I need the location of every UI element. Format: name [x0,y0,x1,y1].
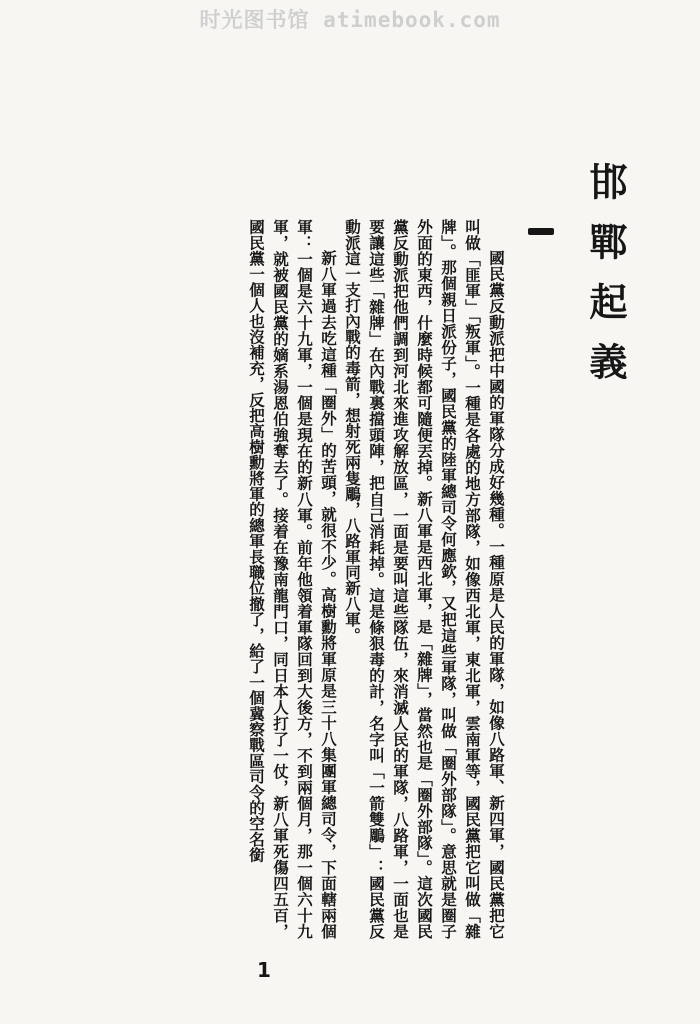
chapter-number-text [528,228,529,229]
site-watermark: 时光图书馆 atimebook.com [199,8,501,32]
paragraph-1: 國民黨反動派把中國的軍隊分成好幾種。一種原是人民的軍隊，如像八路軍、新四軍，國民黨把它叫做「匪軍」「叛軍」。一種是各處的地方部隊，如像西北軍，東北軍，雲南軍等，國民黨把它叫做「雜牌」。那個親日派份子，國民黨的陸軍總司令何應欽，又把這些軍隊，叫做「圈外部隊」。意思就是圈子外面的東西，什麼時候都可隨便丟掉。新八軍是西北軍，是「雜牌」，當然也是「圈外部隊」。這次國民黨反動派把他們調到河北來進攻解放區，一面是要叫這些隊伍，來消滅人民的軍隊，八路軍，一面也是要讓這些「雜牌」在內戰裏擋頭陣，把自己消耗掉。這是條狠毒的計，名字叫「一箭雙鵰」：國民黨反動派這一支打內戰的毒箭，想射死兩隻鵰，八路軍同新八軍。 [343,219,506,939]
page-number: 1 [257,958,271,982]
paragraph-2: 新八軍過去吃這種「圈外」的苦頭，就很不少。高樹勳將軍原是三十八集團軍總司令，下面轄兩個軍：一個是六十九軍，一個是現在的新八軍。前年他領着軍隊回到大後方，不到兩個月，那一個六十九軍，就被國民黨的嫡系湯恩伯強奪去了。接着在豫南龍門口，同日本人打了一仗，新八軍死傷四五百，國民黨一個人也沒補充，反把高樹勳將軍的總軍長職位撤了，給了一個冀察戰區司令的空名銜 [247,219,338,939]
chapter-title: 邯鄲起義 [583,162,628,402]
book-page [100,90,628,982]
chapter-number-mark [528,228,554,235]
body-text [247,219,508,939]
